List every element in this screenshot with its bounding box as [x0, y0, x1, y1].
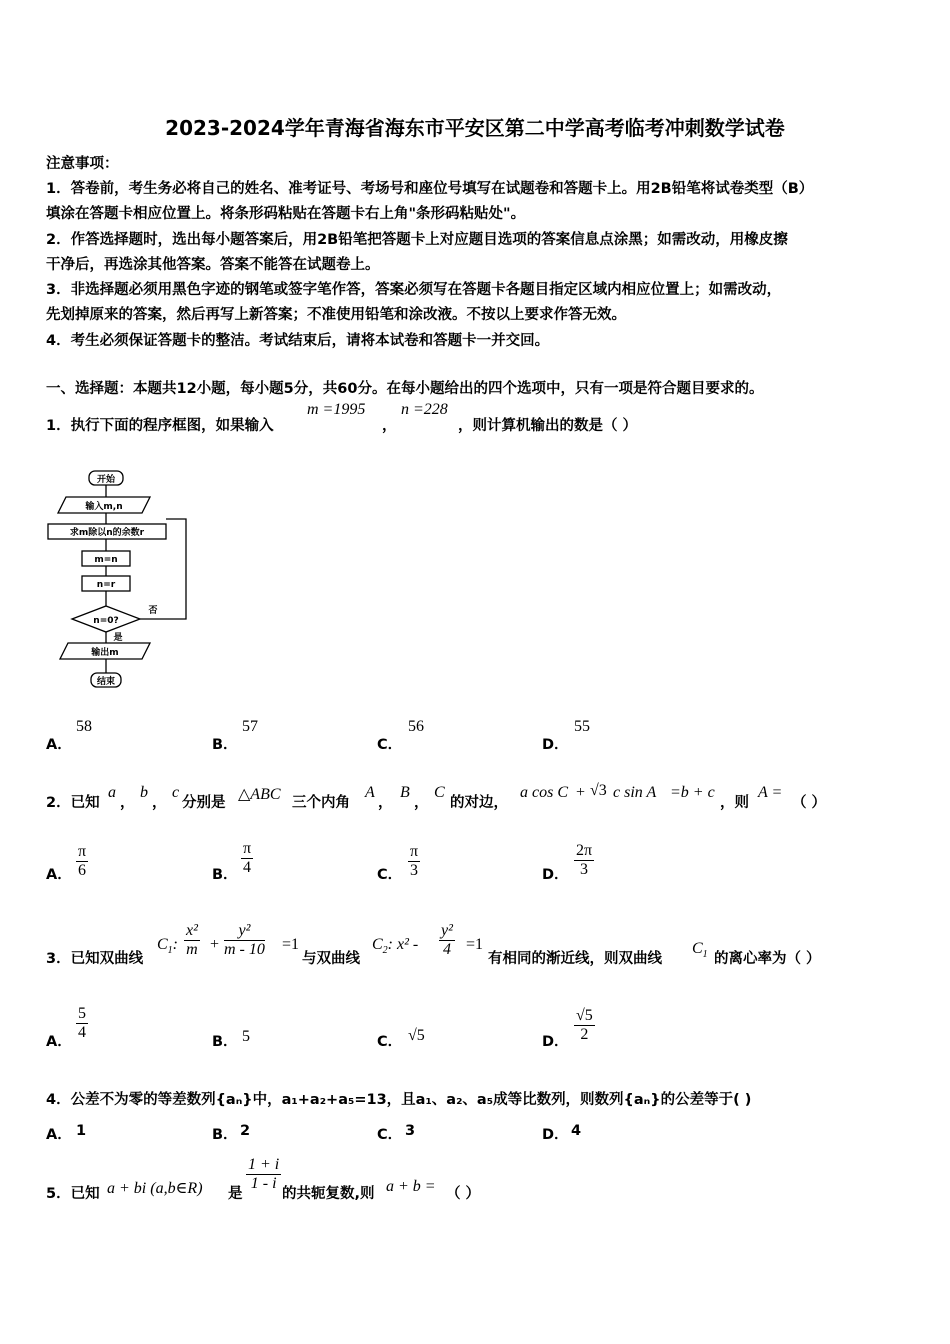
notice-line: 2．作答选择题时，选出每小题答案后，用2B铅笔把答题卡上对应题目选项的答案信息点涂黑；如需改动，用橡皮擦: [46, 232, 788, 248]
flow-output-label: 输出m: [91, 648, 119, 658]
q3-text: 有相同的渐近线，则双曲线: [488, 951, 662, 967]
q3-option-d-label: D．: [542, 1034, 569, 1050]
q1-option-a-label: A．: [46, 737, 72, 753]
q2-answer-var: A =: [758, 784, 783, 801]
q3-option-d-value: $\frac{√5}{2}$: [576, 1007, 593, 1043]
q3-plus: +: [210, 936, 220, 953]
q1-m-value: m =1995: [307, 401, 366, 418]
q5-prefix: 5．已知: [46, 1186, 100, 1202]
q2-text: ，则: [720, 795, 749, 811]
q4-option-b-label: B．: [212, 1127, 238, 1143]
q2-option-b-value: $\frac{\pi}{4}$: [243, 840, 252, 876]
q3-option-a-label: A．: [46, 1034, 72, 1050]
q1-stem: 1．执行下面的程序框图，如果输入: [46, 418, 274, 434]
q3-frac-y: $\frac{\text{y²}}{m - 10}$: [224, 922, 265, 958]
q2-prefix: 2．已知: [46, 795, 100, 811]
q2-var-c: c: [172, 784, 180, 801]
q4-option-c-value: 3: [405, 1123, 416, 1139]
q2-sqrt: √3: [590, 782, 607, 799]
page-title: 2023-2024学年青海省海东市平安区第二中学高考临考冲刺数学试卷: [165, 116, 785, 140]
q2-equation: +: [576, 784, 586, 801]
q4-option-c-label: C．: [377, 1127, 403, 1143]
q2-option-c-value: $\frac{\pi}{3}$: [410, 843, 419, 879]
flow-no-label: 否: [148, 606, 158, 616]
notice-line: 填涂在答题卡相应位置上。将条形码粘贴在答题卡右上角"条形码粘贴处"。: [46, 206, 526, 222]
flow-remainder-label: 求m除以n的余数r: [69, 528, 145, 538]
q1-option-b-label: B．: [212, 737, 238, 753]
q4-option-d-value: 4: [571, 1123, 582, 1139]
q3-c1: $C_1$:: [157, 936, 178, 957]
q2-text: 的对边，: [450, 795, 508, 811]
flow-end-label: 结束: [96, 677, 116, 687]
q2-var-b: b: [140, 784, 148, 801]
q2-text: 三个内角: [292, 795, 350, 811]
q2-option-d-label: D．: [542, 867, 569, 883]
q2-option-d-value: $\frac{2\pi}{3}$: [576, 842, 593, 878]
q1-option-a-value: 58: [76, 718, 92, 735]
q5-text: 是: [228, 1186, 243, 1202]
q3-option-b-label: B．: [212, 1034, 238, 1050]
q4-option-a-label: A．: [46, 1127, 72, 1143]
q3-option-a-value: $\frac{5}{4}$: [78, 1005, 86, 1041]
section-heading: 一、选择题：本题共12小题，每小题5分，共60分。在每小题给出的四个选项中，只有一项是符合题目要求的。: [46, 381, 764, 397]
notice-line: 干净后，再选涂其他答案。答案不能答在试题卷上。: [46, 257, 380, 273]
flow-input-label: 输入m,n: [85, 502, 123, 512]
notice-heading: 注意事项：: [46, 156, 119, 172]
flowchart: [40, 468, 200, 693]
q3-option-c-label: C．: [377, 1034, 403, 1050]
q2-option-a-value: $\frac{\pi}{6}$: [78, 843, 87, 879]
q1-option-c-value: 56: [408, 718, 424, 735]
q2-option-a-label: A．: [46, 867, 72, 883]
q5-fraction: $\frac{1 + i}{1 - i}$: [248, 1156, 280, 1192]
q2-paren: （ ）: [792, 795, 827, 811]
q2-comma: ，: [152, 795, 167, 811]
notice-line: 1．答卷前，考生务必将自己的姓名、准考证号、考场号和座位号填写在试题卷和答题卡上。用2B铅笔将试卷类型（B）: [46, 181, 814, 197]
q3-text: 与双曲线: [302, 951, 360, 967]
q2-option-c-label: C．: [377, 867, 403, 883]
q3-option-c-value: √5: [408, 1027, 425, 1044]
q2-angle-c: C: [434, 784, 445, 801]
q2-angle-b: B: [400, 784, 410, 801]
notice-line: 4．考生必须保证答题卡的整洁。考试结束后，请将本试卷和答题卡一并交回。: [46, 333, 550, 349]
q1-option-b-value: 57: [242, 718, 258, 735]
q5-expr2: a + b =: [386, 1178, 436, 1195]
flow-condition-label: n=0?: [93, 616, 119, 626]
q4-option-d-label: D．: [542, 1127, 569, 1143]
q2-option-b-label: B．: [212, 867, 238, 883]
q3-frac-x: $\frac{\text{x²}}{m}$: [186, 922, 198, 958]
notice-line: 先划掉原来的答案，然后再写上新答案；不准使用铅笔和涂改液。不按以上要求作答无效。: [46, 307, 626, 323]
q3-prefix: 3．已知双曲线: [46, 951, 144, 967]
q2-equation: a cos C: [520, 784, 568, 801]
q3-eq: =1: [466, 936, 484, 953]
flow-assign-m-label: m=n: [94, 555, 118, 565]
q4-option-a-value: 1: [76, 1123, 87, 1139]
q5-text: 的共轭复数,则: [282, 1186, 375, 1202]
q2-equation: =b + c: [670, 784, 715, 801]
q2-angle-a: A: [365, 784, 375, 801]
q5-paren: （ ）: [446, 1186, 481, 1202]
q1-comma: ，: [382, 418, 397, 434]
q1-option-d-label: D．: [542, 737, 569, 753]
q1-option-c-label: C．: [377, 737, 403, 753]
q3-c1-ref: $C_1$: [692, 940, 708, 961]
q4-option-b-value: 2: [240, 1123, 251, 1139]
q2-triangle: △ABC: [238, 786, 281, 803]
q5-expr: a + bi (a,b∈R): [107, 1180, 203, 1197]
q2-var-a: a: [108, 784, 116, 801]
notice-line: 3．非选择题必须用黑色字迹的钢笔或签字笔作答，答案必须写在答题卡各题目指定区域内相应位置上；如需改动，: [46, 282, 782, 298]
q3-text: 的离心率为（ ）: [714, 951, 821, 967]
flow-assign-n-label: n=r: [96, 580, 116, 590]
q3-frac-y2: $\frac{\text{y²}}{4}$: [441, 922, 453, 958]
flow-yes-label: 是: [113, 633, 123, 643]
q2-text: 分别是: [182, 795, 226, 811]
q3-option-b-value: 5: [242, 1028, 250, 1045]
flow-start-label: 开始: [96, 475, 116, 485]
q3-c2: $C_2$: x² -: [372, 936, 419, 957]
q4-stem: 4．公差不为零的等差数列{aₙ}中，a₁+a₂+a₅=13，且a₁、a₂、a₅成等比数列，则数列{aₙ}的公差等于( ): [46, 1092, 752, 1108]
q2-comma: ，: [414, 795, 429, 811]
q3-eq: =1: [282, 936, 300, 953]
q1-suffix: ，则计算机输出的数是（ ）: [458, 418, 638, 434]
q1-n-value: n =228: [401, 401, 448, 418]
q2-comma: ，: [378, 795, 393, 811]
q2-comma: ，: [120, 795, 135, 811]
q2-equation: c sin A: [613, 784, 657, 801]
q1-option-d-value: 55: [574, 718, 590, 735]
